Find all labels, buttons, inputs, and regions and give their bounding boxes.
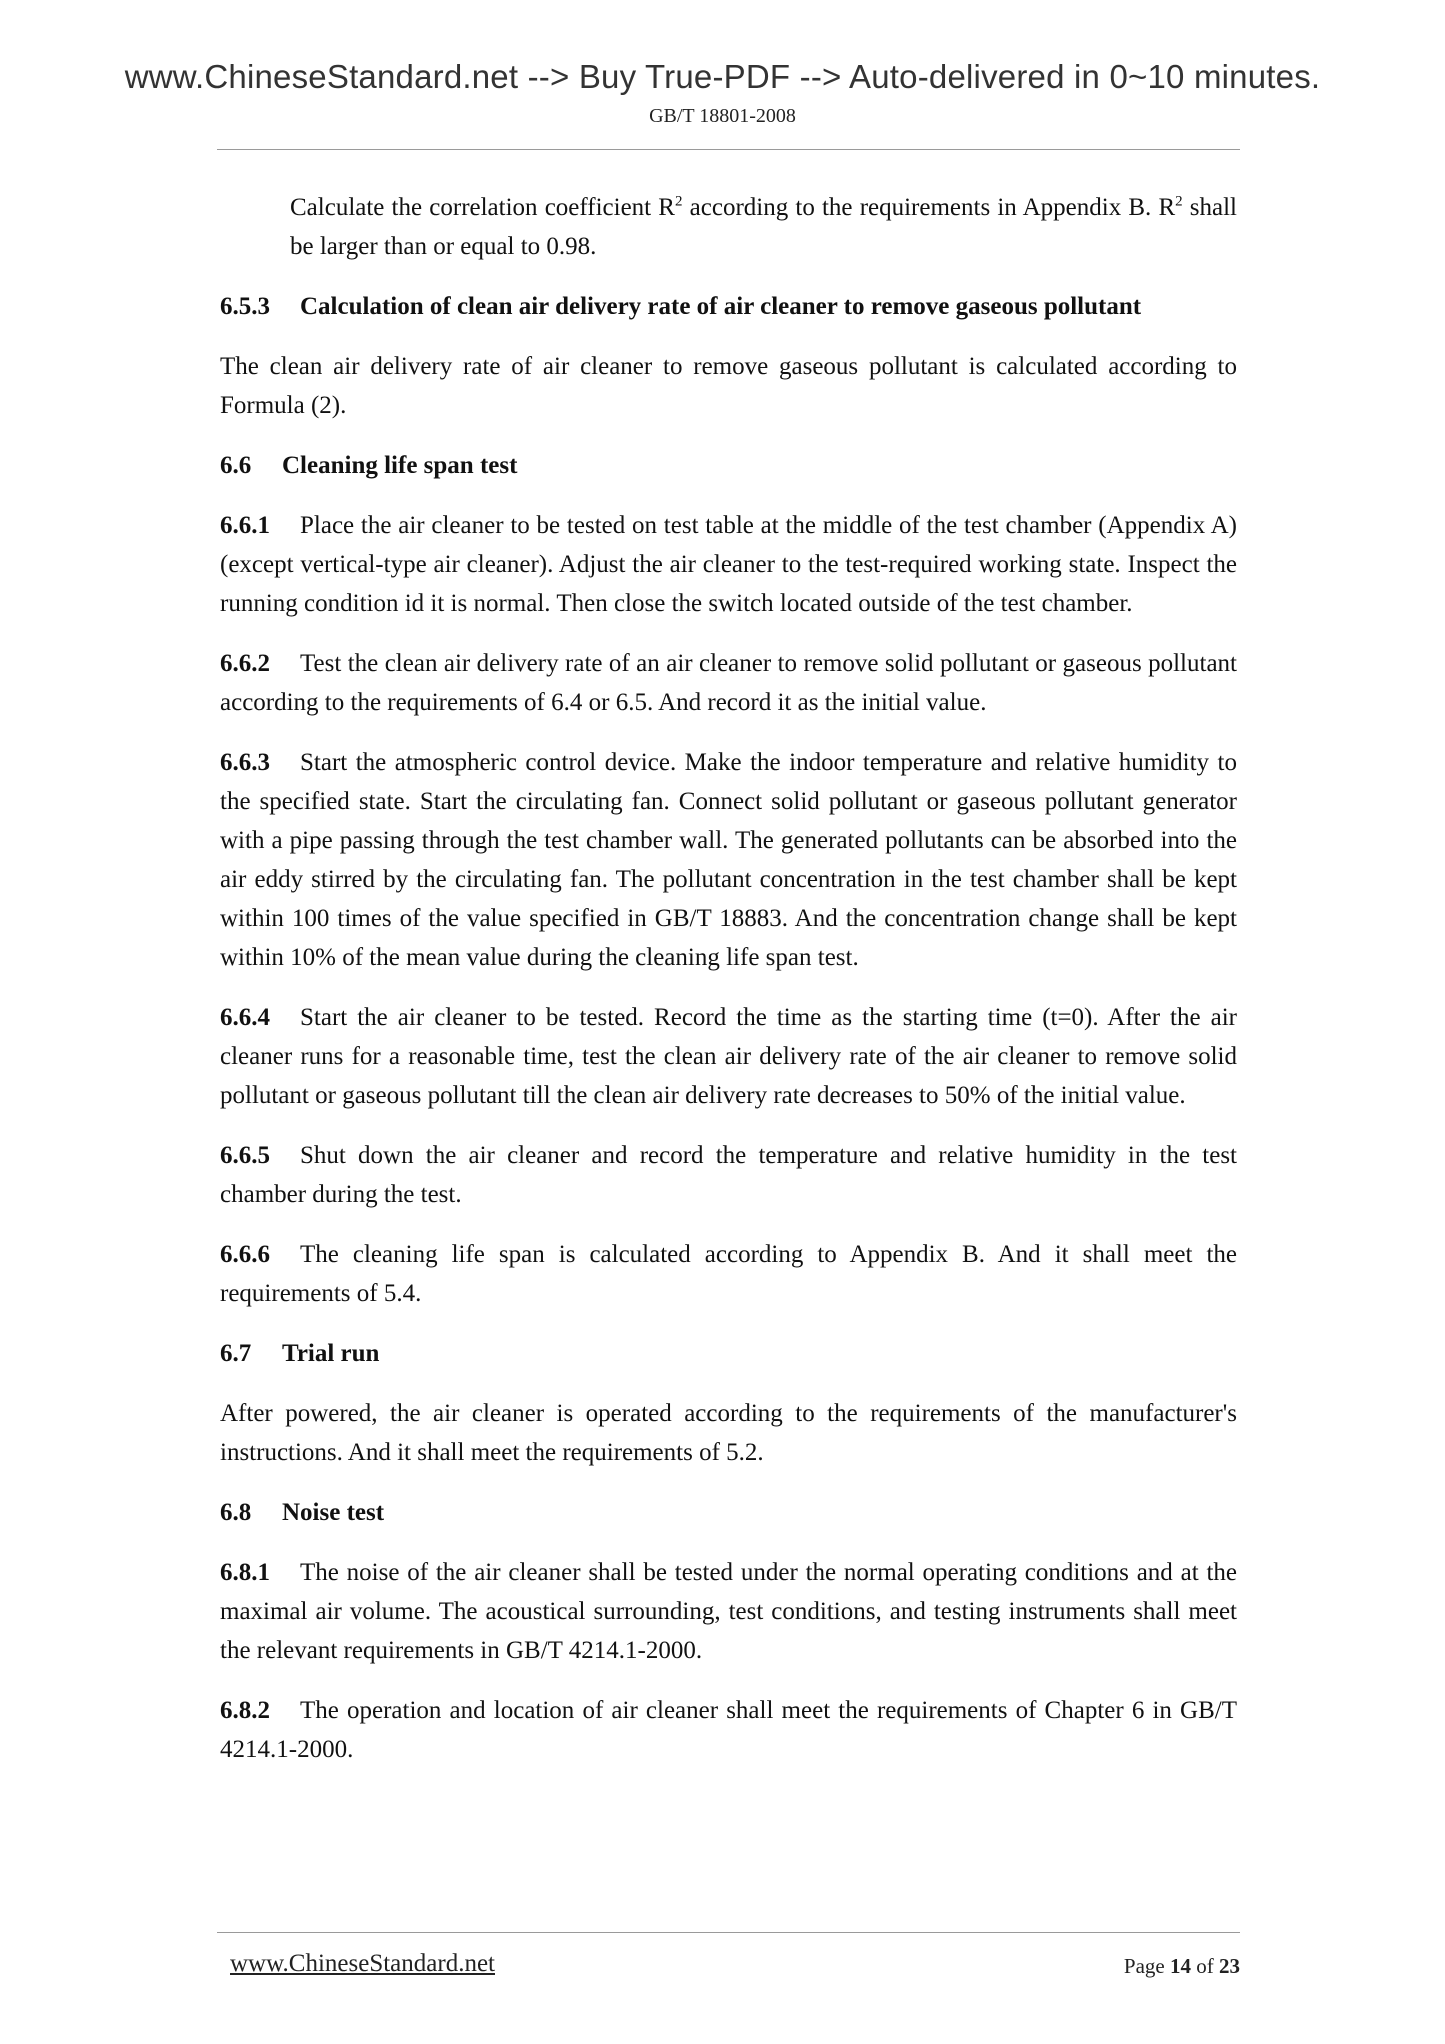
heading-number: 6.8 [220, 1499, 252, 1526]
document-code: GB/T 18801-2008 [649, 105, 796, 127]
page-of-label: of [1191, 1954, 1219, 1978]
heading-6-6 [220, 446, 1237, 485]
heading-6-7 [220, 1334, 1237, 1373]
clause-number: 6.6.5 [220, 1142, 270, 1169]
page-current: 14 [1170, 1954, 1191, 1978]
clause-text: Shut down the air cleaner and record the temperature and relative humidity in the test chamber during the test. [220, 1142, 1237, 1208]
heading-6-5-3 [220, 287, 1237, 326]
clause-number: 6.8.2 [220, 1697, 270, 1724]
document-body [220, 188, 1237, 1790]
intro-text-2: according to the requirements in Appendix B. R [682, 194, 1176, 221]
heading-title: Trial run [282, 1340, 380, 1367]
clause-6-6-1 [220, 506, 1237, 623]
paragraph-6-5-3: The clean air delivery rate of air cleaner to remove gaseous pollutant is calculated according to Formula (2). [220, 353, 1237, 419]
site-banner: www.ChineseStandard.net --> Buy True-PDF --> Auto-delivered in 0~10 minutes. [124, 58, 1321, 95]
footer-divider [217, 1932, 1240, 1933]
heading-number: 6.6 [220, 452, 252, 479]
page-total: 23 [1219, 1954, 1240, 1978]
heading-number: 6.5.3 [220, 293, 270, 320]
superscript: 2 [674, 193, 683, 210]
clause-6-6-2 [220, 644, 1237, 722]
clause-number: 6.6.3 [220, 749, 270, 776]
heading-title: Noise test [282, 1499, 385, 1526]
clause-text: Start the atmospheric control device. Make the indoor temperature and relative humidity to the specified state. Start the circulating fan. Connect solid pollutant or gaseous pollutant generator with a pipe passing through the test chamber wall. The generated pollutants can be absorbed into the air eddy stirred by the circulating fan. The pollutant concentration in the test chamber shall be kept within 100 times of the value specified in GB/T 18883. And the concentration change shall be kept within 10% of the mean value during the cleaning life span test. [220, 749, 1237, 971]
clause-6-6-5 [220, 1136, 1237, 1214]
heading-title: Cleaning life span test [282, 452, 518, 479]
clause-number: 6.6.2 [220, 650, 270, 677]
clause-text: The noise of the air cleaner shall be tested under the normal operating conditions and at the maximal air volume. The acoustical surrounding, test conditions, and testing instruments shall meet the relevant requirements in GB/T 4214.1-2000. [220, 1559, 1237, 1664]
header-divider [217, 149, 1240, 150]
page-label: Page [1123, 1954, 1170, 1978]
clause-text: Test the clean air delivery rate of an air cleaner to remove solid pollutant or gaseous pollutant according to the requirements of 6.4 or 6.5. And record it as the initial value. [220, 650, 1237, 716]
clause-6-6-3 [220, 743, 1237, 977]
clause-6-8-1 [220, 1553, 1237, 1670]
superscript: 2 [1175, 193, 1183, 210]
clause-number: 6.6.6 [220, 1241, 270, 1268]
intro-text-1: Calculate the correlation coefficient R [290, 194, 675, 221]
heading-title: Calculation of clean air delivery rate of air cleaner to remove gaseous pollutant [300, 293, 1142, 320]
heading-number: 6.7 [220, 1340, 252, 1367]
clause-text: The cleaning life span is calculated according to Appendix B. And it shall meet the requirements of 5.4. [220, 1241, 1237, 1307]
paragraph-6-7: After powered, the air cleaner is operated according to the requirements of the manufacturer's instructions. And it shall meet the requirements of 5.2. [220, 1400, 1237, 1466]
heading-6-8 [220, 1493, 1237, 1532]
clause-number: 6.8.1 [220, 1559, 270, 1586]
clause-number: 6.6.4 [220, 1004, 270, 1031]
page-indicator [1124, 1954, 1240, 1979]
intro-text-3: shall be larger than or equal to 0.98. [290, 194, 1238, 260]
clause-text: Place the air cleaner to be tested on test table at the middle of the test chamber (Appendix A) (except vertical-type air cleaner). Adjust the air cleaner to the test-required working state. Inspect the running condition id it is normal. Then close the switch located outside of the test chamber. [220, 512, 1237, 617]
clause-number: 6.6.1 [220, 512, 270, 539]
clause-text: Start the air cleaner to be tested. Record the time as the starting time (t=0). After the air cleaner runs for a reasonable time, test the clean air delivery rate of the air cleaner to remove solid pollutant or gaseous pollutant till the clean air delivery rate decreases to 50% of the initial value. [220, 1004, 1237, 1109]
clause-6-6-4 [220, 998, 1237, 1115]
clause-6-8-2 [220, 1691, 1237, 1769]
intro-paragraph [290, 188, 1237, 266]
clause-text: The operation and location of air cleaner shall meet the requirements of Chapter 6 in GB/T 4214.1-2000. [220, 1697, 1237, 1763]
footer-site-link[interactable]: www.ChineseStandard.net [230, 1950, 495, 1977]
clause-6-6-6 [220, 1235, 1237, 1313]
